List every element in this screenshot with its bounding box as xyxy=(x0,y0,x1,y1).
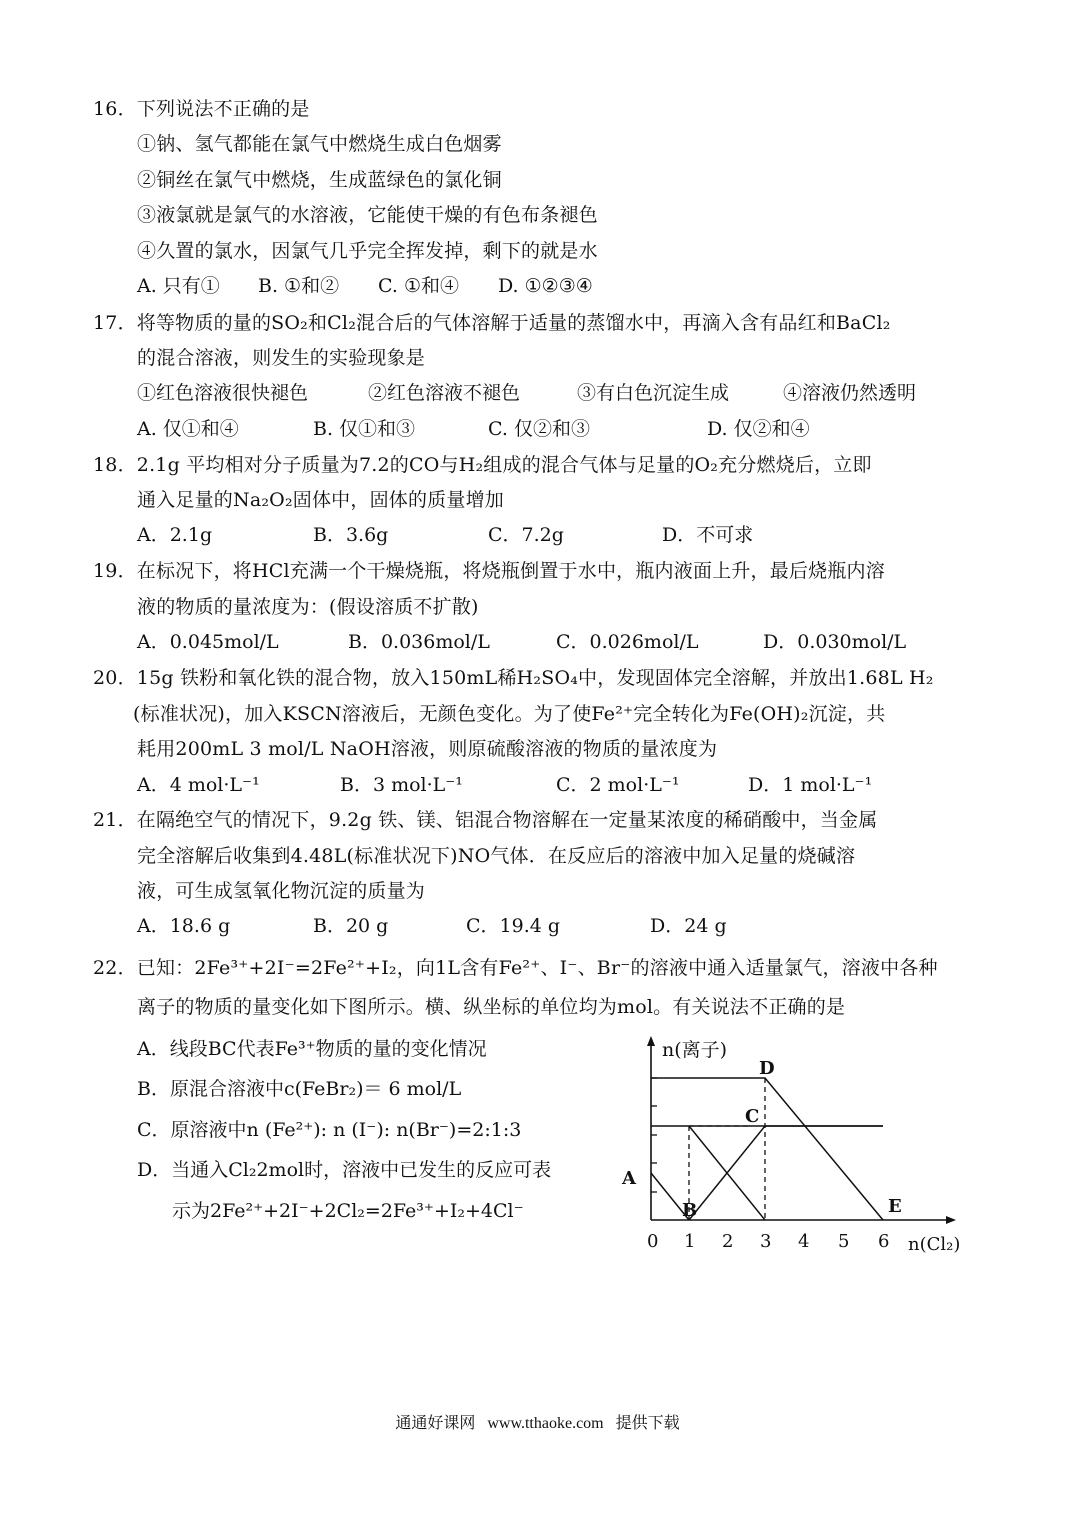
q16-option-d: D. ①②③④ xyxy=(498,275,593,297)
q18-stem-line-2: 通入足量的Na₂O₂固体中，固体的质量增加 xyxy=(137,489,504,511)
q20-option-b: B．3 mol·L⁻¹ xyxy=(340,774,463,796)
q16-item-4: ④久置的氯水，因氯气几乎完全挥发掉，剩下的就是水 xyxy=(137,240,598,262)
q19-option-d: D．0.030mol/L xyxy=(763,631,907,653)
q21-option-c: C．19.4 g xyxy=(466,915,561,937)
graph-lines xyxy=(651,1078,883,1220)
q17-option-a: A. 仅①和④ xyxy=(137,418,239,440)
q16-stem: 16．下列说法不正确的是 xyxy=(93,98,310,120)
point-label-c: C xyxy=(745,1106,760,1127)
q16-item-1: ①钠、氢气都能在氯气中燃烧生成白色烟雾 xyxy=(137,133,502,155)
q22-option-a: A．线段BC代表Fe³⁺物质的量的变化情况 xyxy=(137,1038,487,1060)
q22-option-d: D．当通入Cl₂2mol时，溶液中已发生的反应可表 xyxy=(137,1159,552,1181)
q20-stem-line-3: 耗用200mL 3 mol/L NaOH溶液，则原硫酸溶液的物质的量浓度为 xyxy=(137,738,718,760)
q19-stem-line-1: 19．在标况下，将HCl充满一个干燥烧瓶，将烧瓶倒置于水中，瓶内液面上升，最后烧瓶内溶 xyxy=(93,560,885,582)
q17-option-b: B. 仅①和③ xyxy=(313,418,416,440)
q17-item-1: ①红色溶液很快褪色 xyxy=(137,382,309,404)
x-tick-4: 4 xyxy=(798,1231,810,1252)
q17-option-d: D. 仅②和④ xyxy=(707,418,810,440)
x-axis-label: n(Cl₂) xyxy=(908,1234,961,1255)
footer-url[interactable]: www.tthaoke.com xyxy=(487,1415,604,1432)
page-footer xyxy=(0,1410,1075,1433)
q16-item-3: ③液氯就是氯气的水溶液，它能使干燥的有色布条褪色 xyxy=(137,204,598,226)
point-label-d: D xyxy=(759,1058,775,1079)
q19-stem-line-2: 液的物质的量浓度为：(假设溶质不扩散) xyxy=(137,596,479,618)
footer-note: 提供下载 xyxy=(615,1415,680,1432)
q22-stem-line-1: 22．已知：2Fe³⁺+2I⁻=2Fe²⁺+I₂，向1L含有Fe²⁺、I⁻、Br⁻的溶液中通入适量氯气，溶液中各种 xyxy=(93,957,938,979)
q19-option-c: C．0.026mol/L xyxy=(556,631,699,653)
q20-stem-line-2: (标准状况)，加入KSCN溶液后，无颜色变化。为了使Fe²⁺完全转化为Fe(OH)₂沉淀，共 xyxy=(133,703,886,725)
q22-option-c: C．原溶液中n (Fe²⁺): n (I⁻): n(Br⁻)=2:1:3 xyxy=(137,1119,522,1141)
q21-stem-line-3: 液，可生成氢氧化物沉淀的质量为 xyxy=(137,880,426,902)
q22-option-d-continuation: 示为2Fe²⁺+2I⁻+2Cl₂=2Fe³⁺+I₂+4Cl⁻ xyxy=(172,1200,524,1222)
q18-option-b: B．3.6g xyxy=(313,524,389,546)
x-tick-3: 3 xyxy=(760,1231,772,1252)
graph-axes xyxy=(647,1036,956,1224)
q17-stem-line-1: 17．将等物质的量的SO₂和Cl₂混合后的气体溶解于适量的蒸馏水中，再滴入含有品红和BaCl₂ xyxy=(93,312,891,334)
y-axis-label: n(离子) xyxy=(662,1039,728,1061)
x-axis-arrow xyxy=(946,1216,956,1224)
y-axis-arrow xyxy=(647,1036,655,1046)
q16-option-b: B. ①和② xyxy=(258,275,340,297)
q18-option-d: D．不可求 xyxy=(662,524,754,546)
q17-option-c: C. 仅②和③ xyxy=(488,418,590,440)
q16-item-2: ②铜丝在氯气中燃烧，生成蓝绿色的氯化铜 xyxy=(137,169,502,191)
q16-option-c: C. ①和④ xyxy=(378,275,459,297)
q21-option-b: B．20 g xyxy=(313,915,389,937)
q16-option-a: A. 只有① xyxy=(137,275,220,297)
x-tick-0: 0 xyxy=(647,1231,659,1252)
q20-option-a: A．4 mol·L⁻¹ xyxy=(137,774,260,796)
q17-stem-line-2: 的混合溶液，则发生的实验现象是 xyxy=(137,347,426,369)
x-tick-2: 2 xyxy=(722,1231,734,1252)
x-tick-6: 6 xyxy=(878,1231,890,1252)
x-tick-labels xyxy=(647,1231,889,1252)
x-tick-5: 5 xyxy=(838,1231,850,1252)
q18-option-a: A．2.1g xyxy=(137,524,213,546)
point-label-a: A xyxy=(622,1168,636,1189)
x-tick-1: 1 xyxy=(684,1231,696,1252)
footer-site-name: 通通好课网 xyxy=(395,1415,476,1432)
q19-option-b: B．0.036mol/L xyxy=(348,631,490,653)
line-d-e xyxy=(651,1078,883,1220)
dashed-guides xyxy=(689,1078,765,1220)
q17-item-4: ④溶液仍然透明 xyxy=(783,382,917,404)
q20-option-d: D．1 mol·L⁻¹ xyxy=(748,774,873,796)
q20-option-c: C．2 mol·L⁻¹ xyxy=(556,774,680,796)
q20-stem-line-1: 20．15g 铁粉和氧化铁的混合物，放入150mL稀H₂SO₄中，发现固体完全溶解，并放出1.68L H₂ xyxy=(93,667,934,689)
q17-item-3: ③有白色沉淀生成 xyxy=(577,382,730,404)
point-label-b: B xyxy=(682,1200,698,1221)
q21-stem-line-2: 完全溶解后收集到4.48L(标准状况下)NO气体．在反应后的溶液中加入足量的烧碱溶 xyxy=(137,845,856,867)
ion-amount-graph xyxy=(618,1030,968,1265)
q21-option-a: A．18.6 g xyxy=(137,915,231,937)
q18-stem-line-1: 18．2.1g 平均相对分子质量为7.2的CO与H₂组成的混合气体与足量的O₂充分燃烧后，立即 xyxy=(93,454,872,476)
q22-option-b: B．原混合溶液中c(FeBr₂)＝ 6 mol/L xyxy=(137,1078,462,1100)
q17-item-2: ②红色溶液不褪色 xyxy=(368,382,521,404)
q22-stem-line-2: 离子的物质的量变化如下图所示。横、纵坐标的单位均为mol。有关说法不正确的是 xyxy=(137,996,846,1018)
q19-option-a: A．0.045mol/L xyxy=(137,631,279,653)
q21-stem-line-1: 21．在隔绝空气的情况下，9.2g 铁、镁、铝混合物溶解在一定量某浓度的稀硝酸中，当金属 xyxy=(93,809,878,831)
point-label-e: E xyxy=(888,1196,902,1217)
q21-option-d: D．24 g xyxy=(650,915,727,937)
q18-option-c: C．7.2g xyxy=(488,524,564,546)
